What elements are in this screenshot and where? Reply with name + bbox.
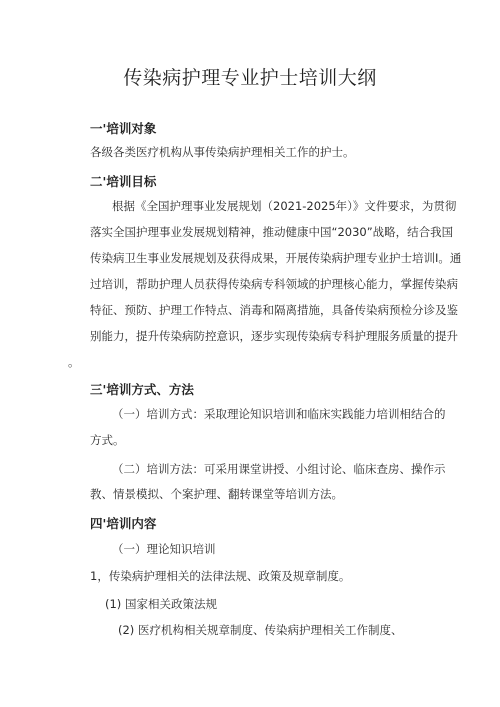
section-2-text-line-4: 过培训，帮助护理人员获得传染病专科领域的护理核心能力，掌握传染病 [90, 277, 458, 291]
section-1-text-line-1: 各级各类医疗机构从事传染病护理相关工作的护士。 [90, 145, 355, 159]
section-3-text-line-4: 教、情景模拟、个案护理、翻转课堂等培训方法。 [90, 487, 343, 501]
section-2-text-line-2: 落实全国护理事业发展规划精神，推动健康中国“2030”战略，结合我国 [90, 225, 454, 239]
section-2-text-line-3: 传染病卫生事业发展规划及获得成果，开展传染病护理专业护士培训I。通 [90, 251, 462, 265]
section-4-text-line-2: 1，传染病护理相关的法律法规、政策及规章制度。 [90, 569, 351, 583]
section-heading-3: 三'培训方式、方法 [90, 382, 194, 397]
section-heading-2: 二'培训目标 [90, 174, 157, 189]
section-2-text-line-6: 别能力，提升传染病防控意识，逐步实现传染病专科护理服务质量的提升 [90, 329, 458, 343]
section-3-text-line-3: （二）培训方法：可采用课堂讲授、小组讨论、临床查房、操作示 [112, 462, 446, 476]
document-title: 传染病护理专业护士培训大纲 [123, 67, 377, 89]
section-4-text-line-3: (1) 国家相关政策法规 [105, 597, 217, 611]
section-2-text-line-7: 。 [68, 355, 80, 369]
section-3-text-line-1: （一）培训方式：采取理论知识培训和临床实践能力培训相结合的 [112, 407, 446, 421]
section-3-text-line-2: 方式。 [90, 433, 125, 447]
section-4-text-line-1: （一）理论知识培训 [112, 542, 216, 556]
section-heading-1: 一'培训对象 [90, 121, 157, 136]
section-2-text-line-5: 特征、预防、护理工作特点、消毒和隔离措施，具备传染病预检分诊及鉴 [90, 303, 458, 317]
section-heading-4: 四'培训内容 [90, 516, 157, 531]
section-4-text-line-4: (2) 医疗机构相关规章制度、传染病护理相关工作制度、 [118, 623, 403, 637]
section-2-text-line-1: 根据《全国护理事业发展规划（2021-2025年）》文件要求，为贯彻 [112, 199, 457, 213]
